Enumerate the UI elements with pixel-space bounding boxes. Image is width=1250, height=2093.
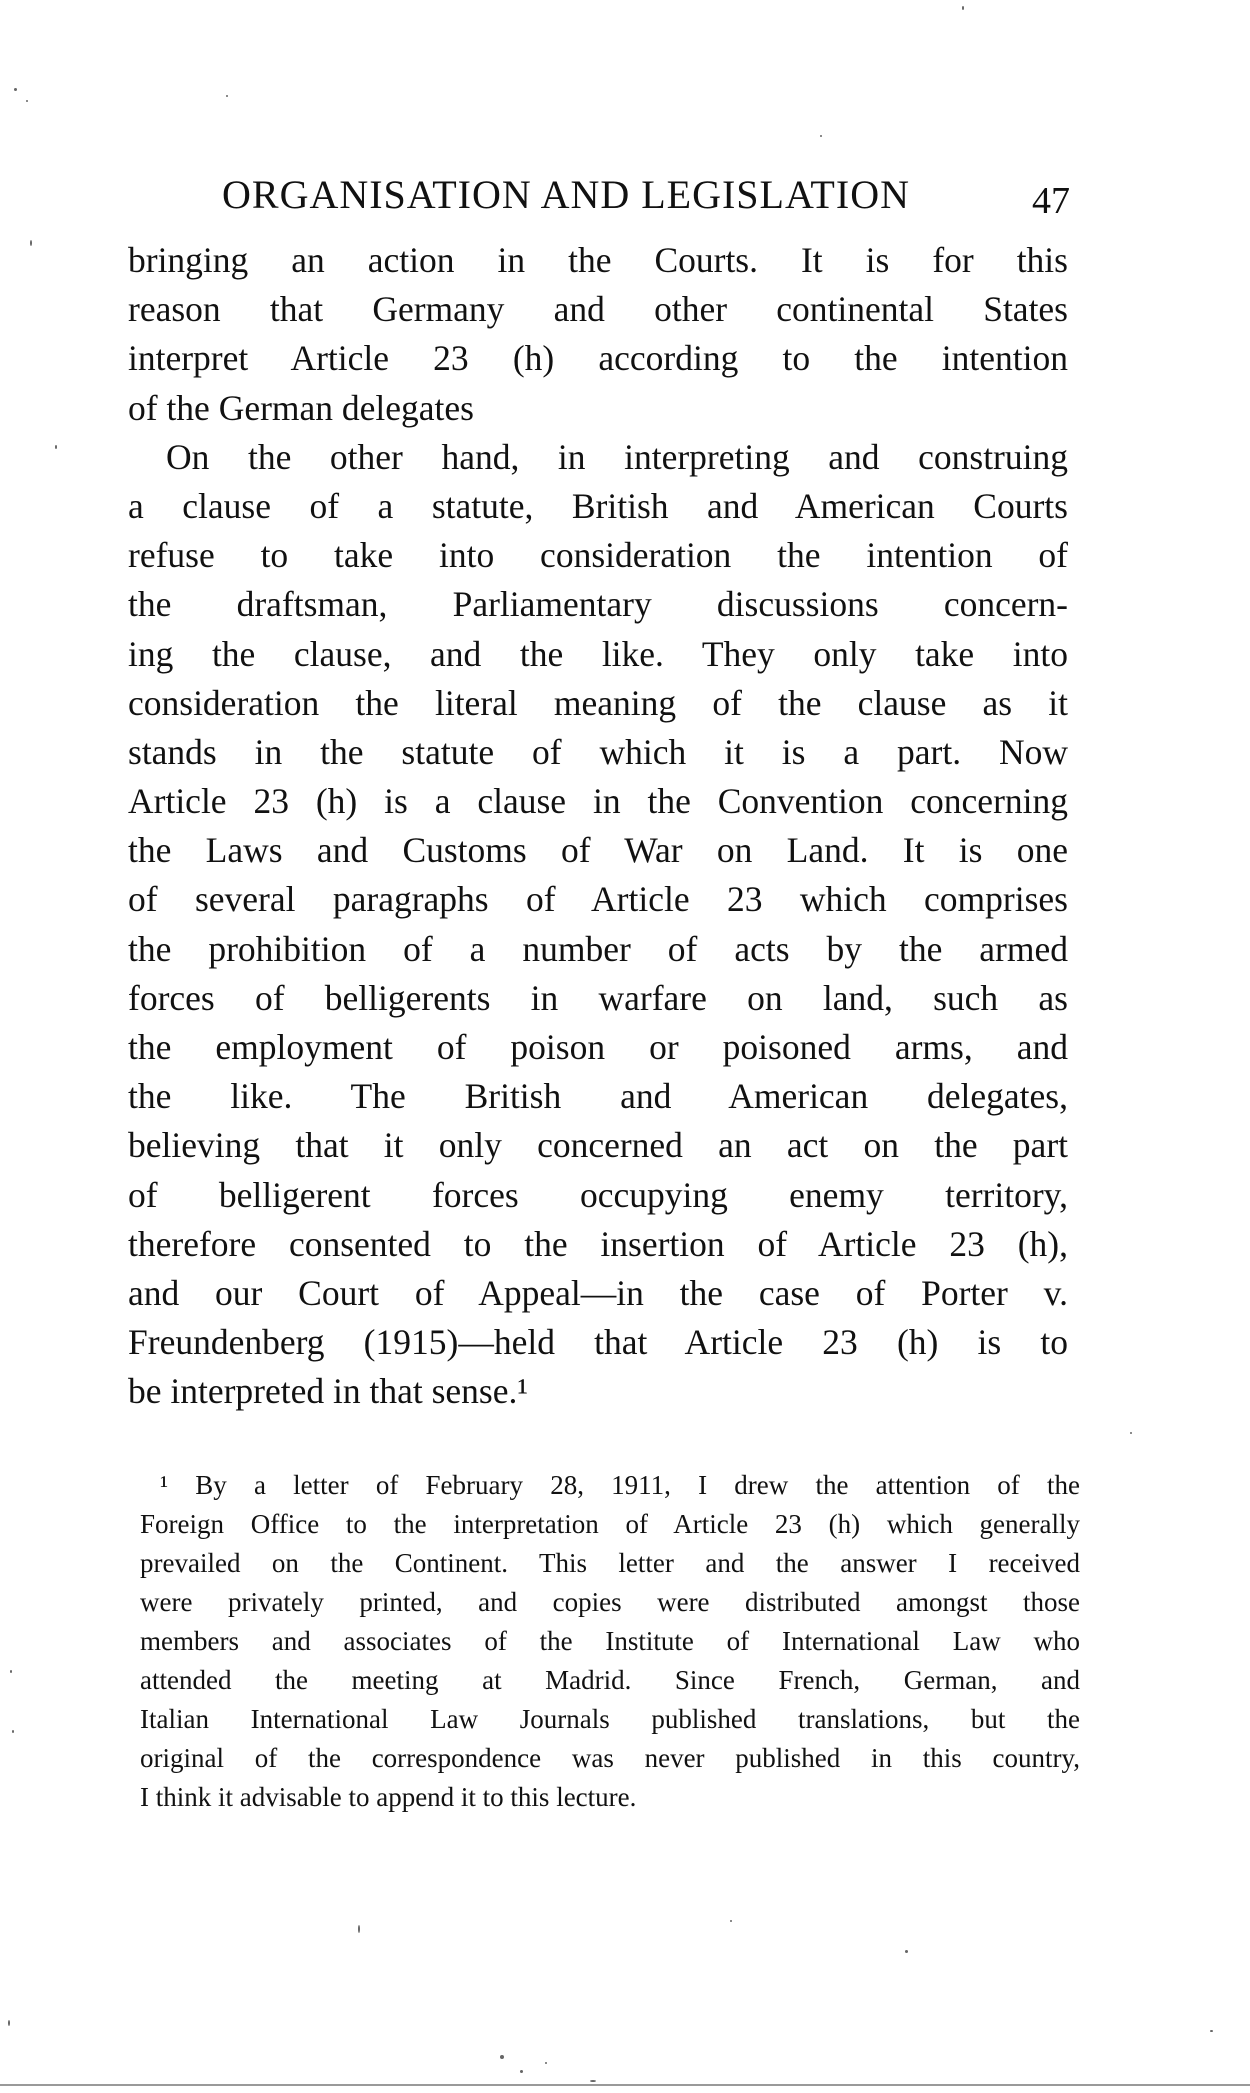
text-line: Article 23 (h) is a clause in the Convention concerning — [128, 781, 1068, 822]
footnote-line: prevailed on the Continent. This letter and the answer I received — [140, 1548, 1080, 1578]
text-line: interpret Article 23 (h) according to the intention — [128, 338, 1068, 379]
text-line: consideration the literal meaning of the clause as it — [128, 682, 1068, 723]
scan-speck — [905, 1950, 908, 1953]
running-title: ORGANISATION AND LEGISLATION — [222, 172, 910, 217]
scan-speck — [14, 88, 17, 91]
text-line: ing the clause, and the like. They only take into — [128, 633, 1068, 674]
footnote-line: attended the meeting at Madrid. Since French, German, and — [140, 1665, 1080, 1695]
scan-speck — [590, 2080, 596, 2082]
footnote-line: ¹ By a letter of February 28, 1911, I drew the attention of the — [160, 1470, 1080, 1500]
scan-edge — [0, 2084, 1250, 2086]
scan-speck — [962, 6, 964, 10]
text-line: of several paragraphs of Article 23 which comprises — [128, 879, 1068, 920]
scan-speck — [12, 1730, 14, 1733]
text-line: the prohibition of a number of acts by the armed — [128, 928, 1068, 969]
scan-speck — [820, 135, 822, 137]
scan-speck — [55, 445, 57, 449]
text-line: and our Court of Appeal—in the case of Porter v. — [128, 1272, 1068, 1313]
footnote-line: Italian International Law Journals published translations, but the — [140, 1704, 1080, 1734]
scan-speck — [1210, 2030, 1213, 2032]
text-line: the like. The British and American delegates, — [128, 1076, 1068, 1117]
scan-speck — [226, 95, 228, 97]
text-line: be interpreted in that sense.¹ — [128, 1371, 529, 1412]
text-line: of the German delegates — [128, 387, 474, 428]
text-line: the draftsman, Parliamentary discussions concern- — [128, 584, 1068, 625]
footnote — [140, 1466, 1080, 1817]
scan-speck — [358, 1925, 360, 1933]
footnote-line: Foreign Office to the interpretation of Article 23 (h) which generally — [140, 1509, 1080, 1539]
scan-speck — [8, 2020, 10, 2026]
scan-speck — [26, 100, 28, 102]
text-line: stands in the statute of which it is a part. Now — [128, 731, 1068, 772]
text-line: reason that Germany and other continental States — [128, 289, 1068, 330]
scan-speck — [500, 2055, 504, 2059]
scan-speck — [30, 240, 32, 246]
text-line: therefore consented to the insertion of Article 23 (h), — [128, 1223, 1068, 1264]
scan-speck — [730, 1920, 732, 1922]
text-line: forces of belligerents in warfare on land, such as — [128, 977, 1068, 1018]
text-line: bringing an action in the Courts. It is for this — [128, 240, 1068, 280]
running-head — [222, 165, 1070, 225]
page-number: 47 — [1032, 180, 1070, 222]
text-line: believing that it only concerned an act on the part — [128, 1125, 1068, 1166]
footnote-line: members and associates of the Institute of International Law who — [140, 1626, 1080, 1656]
text-line: On the other hand, in interpreting and construing — [166, 436, 1068, 477]
footnote-line: I think it advisable to append it to this lecture. — [140, 1782, 637, 1812]
text-line: of belligerent forces occupying enemy territory, — [128, 1174, 1068, 1215]
text-line: Freundenberg (1915)—held that Article 23 (h) is to — [128, 1322, 1068, 1363]
text-line: the employment of poison or poisoned arms, and — [128, 1027, 1068, 1067]
footnote-line: were privately printed, and copies were distributed amongst those — [140, 1587, 1080, 1617]
text-line: a clause of a statute, British and American Courts — [128, 485, 1068, 526]
text-line: refuse to take into consideration the intention of — [128, 535, 1068, 576]
body-text — [128, 236, 1068, 1417]
scan-speck — [1130, 1432, 1132, 1434]
footnote-line: original of the correspondence was never published in this country, — [140, 1743, 1080, 1773]
scan-speck — [520, 2070, 523, 2073]
text-line: the Laws and Customs of War on Land. It is one — [128, 830, 1068, 871]
scan-speck — [10, 1670, 12, 1673]
scan-speck — [545, 2062, 547, 2064]
